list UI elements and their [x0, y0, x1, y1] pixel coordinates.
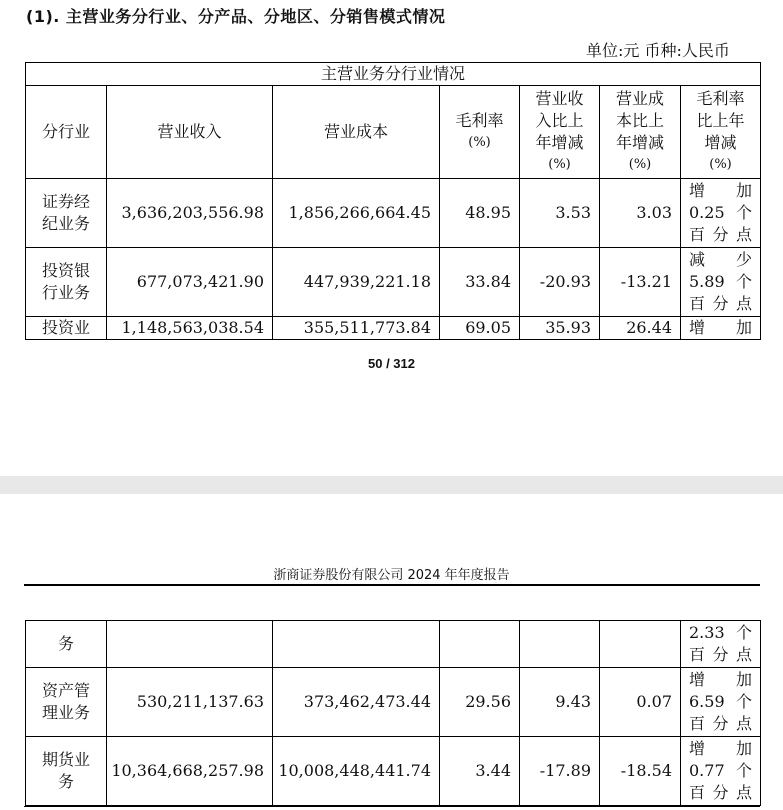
unit-currency-note: 单位:元 币种:人民币 — [586, 41, 730, 60]
gross-margin-cell — [440, 621, 520, 668]
revenue-cell: 677,073,421.90 — [107, 248, 273, 317]
revenue-cell: 530,211,137.63 — [107, 668, 273, 737]
margin-change-cell-line: 增 加 — [689, 739, 752, 758]
segment-table-page2 — [25, 620, 761, 806]
segment-name-line: 务 — [57, 772, 74, 791]
margin-change-cell-line: 百分点 — [689, 225, 752, 244]
revenue-yoy-cell: 3.53 — [520, 179, 600, 248]
header-revenue-yoy: 入比上 — [535, 111, 584, 130]
cost-cell: 447,939,221.18 — [273, 248, 440, 317]
segment-name-line: 理业务 — [41, 703, 90, 722]
segment-name-line: 资产管 — [41, 681, 90, 700]
segment-name — [26, 737, 107, 806]
margin-change-cell — [681, 179, 761, 248]
table-bottom-rule — [24, 806, 760, 807]
margin-change-cell-line: 增 加 — [689, 181, 752, 200]
header-cost-yoy: 营业成 — [615, 89, 664, 108]
segment-table-page1 — [25, 62, 761, 340]
cost-yoy-cell: -18.54 — [600, 737, 681, 806]
header-revenue-yoy-unit: (%) — [548, 157, 571, 172]
margin-change-cell-line: 5.89 个 — [689, 272, 752, 291]
table-row — [26, 737, 761, 806]
header-margin-change: 毛利率 — [696, 89, 745, 108]
segment-name — [26, 179, 107, 248]
cost-cell: 1,856,266,664.45 — [273, 179, 440, 248]
header-revenue: 营业收入 — [107, 86, 273, 179]
header-gross-margin: 毛利率 — [455, 111, 504, 130]
margin-change-cell-line: 百分点 — [689, 294, 752, 313]
segment-name-line: 证券经 — [41, 192, 90, 211]
margin-change-cell-line: 0.25 个 — [689, 203, 752, 222]
segment-name — [26, 621, 107, 668]
header-segment: 分行业 — [26, 86, 107, 179]
header-revenue-yoy: 营业收 — [535, 89, 584, 108]
margin-change-cell-line: 百分点 — [689, 645, 752, 664]
revenue-yoy-cell: 35.93 — [520, 317, 600, 340]
table-row — [26, 248, 761, 317]
revenue-yoy-cell — [520, 621, 600, 668]
margin-change-cell-line: 百分点 — [689, 783, 752, 802]
segment-name — [26, 248, 107, 317]
cost-cell: 373,462,473.44 — [273, 668, 440, 737]
page-break — [0, 476, 783, 494]
gross-margin-cell: 33.84 — [440, 248, 520, 317]
segment-name-line: 期货业 — [41, 750, 90, 769]
header-cost: 营业成本 — [273, 86, 440, 179]
margin-change-cell-line: 0.77 个 — [689, 761, 752, 780]
header-cost-yoy: 年增减 — [615, 133, 664, 152]
margin-change-cell — [681, 621, 761, 668]
segment-name-line: 投资业 — [41, 318, 90, 337]
table-row — [26, 668, 761, 737]
segment-name — [26, 317, 107, 340]
cost-cell: 355,511,773.84 — [273, 317, 440, 340]
segment-name-line: 投资银 — [41, 261, 90, 280]
gross-margin-cell: 69.05 — [440, 317, 520, 340]
header-gross-margin-unit: (%) — [468, 135, 491, 150]
revenue-yoy-cell: -20.93 — [520, 248, 600, 317]
table-caption: 主营业务分行业情况 — [26, 63, 761, 86]
margin-change-cell-line: 增 加 — [689, 670, 752, 689]
header-margin-change: 增减 — [704, 133, 737, 152]
segment-name-line: 纪业务 — [41, 214, 90, 233]
margin-change-cell — [681, 317, 761, 340]
margin-change-cell-line: 百分点 — [689, 714, 752, 733]
cost-cell: 10,008,448,441.74 — [273, 737, 440, 806]
header-rule — [24, 584, 760, 586]
gross-margin-cell: 48.95 — [440, 179, 520, 248]
table-row — [26, 317, 761, 340]
margin-change-cell — [681, 668, 761, 737]
cost-yoy-cell: 3.03 — [600, 179, 681, 248]
table-row — [26, 621, 761, 668]
cost-yoy-cell — [600, 621, 681, 668]
segment-name-line: 务 — [57, 634, 74, 653]
segment-name — [26, 668, 107, 737]
revenue-cell: 3,636,203,556.98 — [107, 179, 273, 248]
revenue-cell: 10,364,668,257.98 — [107, 737, 273, 806]
header-margin-change-unit: (%) — [709, 157, 732, 172]
revenue-cell — [107, 621, 273, 668]
margin-change-cell — [681, 737, 761, 806]
cost-yoy-cell: 0.07 — [600, 668, 681, 737]
revenue-cell: 1,148,563,038.54 — [107, 317, 273, 340]
table-row — [26, 179, 761, 248]
header-cost-yoy-unit: (%) — [628, 157, 652, 172]
revenue-yoy-cell: -17.89 — [520, 737, 600, 806]
cost-yoy-cell: -13.21 — [600, 248, 681, 317]
margin-change-cell-line: 6.59 个 — [689, 692, 752, 711]
page-number: 50 / 312 — [368, 356, 415, 371]
cost-yoy-cell: 26.44 — [600, 317, 681, 340]
gross-margin-cell: 29.56 — [440, 668, 520, 737]
section-title: (1). 主营业务分行业、分产品、分地区、分销售模式情况 — [26, 7, 446, 26]
gross-margin-cell: 3.44 — [440, 737, 520, 806]
margin-change-cell-line: 减 少 — [689, 250, 752, 269]
segment-name-line: 行业务 — [41, 283, 90, 302]
revenue-yoy-cell: 9.43 — [520, 668, 600, 737]
margin-change-cell-line: 2.33 个 — [689, 623, 752, 642]
header-margin-change: 比上年 — [696, 111, 745, 130]
header-cost-yoy: 本比上 — [615, 111, 664, 130]
running-header: 浙商证券股份有限公司 2024 年年度报告 — [273, 568, 510, 583]
cost-cell — [273, 621, 440, 668]
margin-change-cell-line: 增 加 — [689, 318, 752, 337]
margin-change-cell — [681, 248, 761, 317]
header-revenue-yoy: 年增减 — [535, 133, 584, 152]
